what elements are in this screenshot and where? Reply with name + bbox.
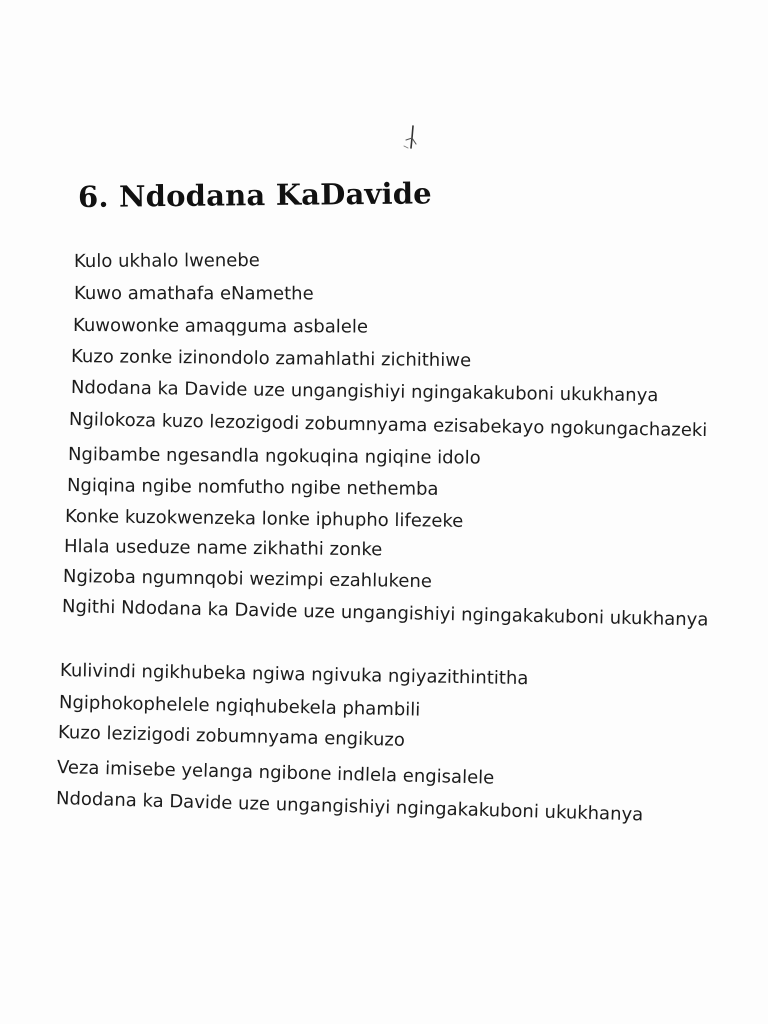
poem-line: Ngiphokophelele ngiqhubekela phambili — [58, 692, 421, 721]
poem-line: Konke kuzokwenzeka lonke iphupho lifezeke — [64, 506, 464, 532]
poem-line: Ndodana ka Davide uze ungangishiyi ngingakakuboni ukukhanya — [55, 788, 644, 826]
poem-line: Ngiqina ngibe nomfutho ngibe nethemba — [66, 475, 439, 500]
poem-line: Ndodana ka Davide uze ungangishiyi ngingakakuboni ukukhanya — [70, 377, 659, 407]
poem-line: Kuwowonke amaqguma asbalele — [72, 315, 368, 338]
poem-line: Kulivindi ngikhubeka ngiwa ngivuka ngiyazithintitha — [59, 660, 529, 690]
poem-line: Kulo ukhalo lwenebe — [73, 250, 260, 272]
poem-line: Kuwo amathafa eNamethe — [73, 283, 314, 305]
poem-line: Ngizoba ngumnqobi wezimpi ezahlukene — [62, 566, 433, 593]
poem-line: Kuzo lezizigodi zobumnyama engikuzo — [57, 722, 406, 751]
poem-line: Kuzo zonke izinondolo zamahlathi zichithiwe — [70, 346, 472, 372]
poem-title: 6. Ndodana KaDavide — [77, 176, 433, 214]
pen-mark-icon — [400, 124, 424, 152]
poem-line: Veza imisebe yelanga ngibone indlela engisalele — [56, 757, 495, 789]
poem-line: Ngithi Ndodana ka Davide uze ungangishiyi ngingakakuboni ukukhanya — [61, 596, 709, 631]
poem-line: Ngilokoza kuzo lezozigodi zobumnyama ezisabekayo ngokungachazeki — [68, 409, 708, 442]
poem-line: Ngibambe ngesandla ngokuqina ngiqine idolo — [67, 444, 481, 469]
poem-line: Hlala useduze name zikhathi zonke — [63, 536, 383, 561]
